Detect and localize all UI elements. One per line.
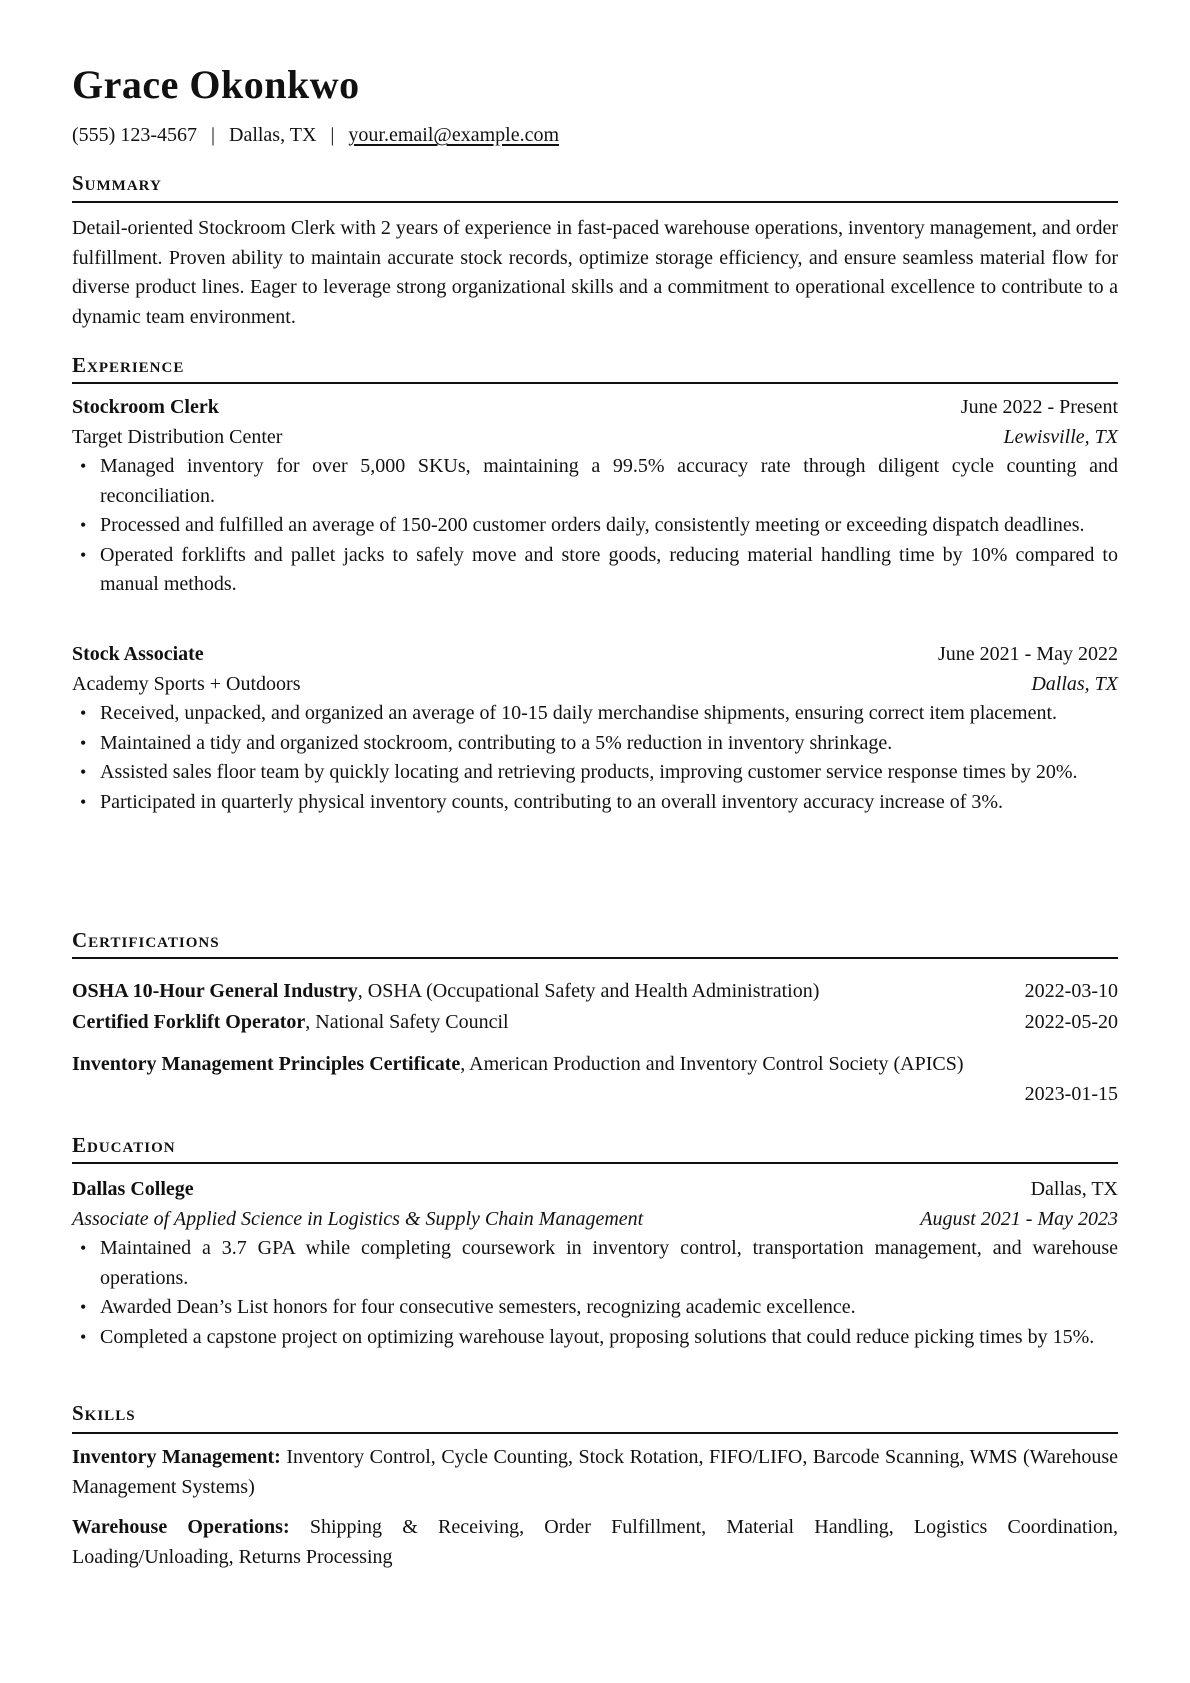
certification-issuer: , OSHA (Occupational Safety and Health Administration) <box>357 980 820 1002</box>
section-divider <box>72 1162 1118 1164</box>
certification-date: 2022-03-10 <box>1024 980 1118 1002</box>
job-bullets <box>72 452 1118 600</box>
section-divider <box>72 957 1118 959</box>
bullet-item: • Assisted sales floor team by quickly locating and retrieving products, improving customer service response times by 20%. <box>72 758 1118 788</box>
certification-item <box>72 977 1118 1007</box>
separator: | <box>210 124 215 146</box>
section-divider <box>72 1432 1118 1434</box>
certification-issuer: , National Safety Council <box>305 1011 509 1033</box>
location: Dallas, TX <box>229 124 317 146</box>
section-title-skills: Skills <box>72 1401 136 1425</box>
bullet-item: • Processed and fulfilled an average of 150-200 customer orders daily, consistently meeting or exceeding dispatch deadlines. <box>72 511 1118 541</box>
certification-item <box>72 1050 1118 1109</box>
certification-name: Inventory Management Principles Certificate <box>72 1053 461 1075</box>
bullet-item: • Received, unpacked, and organized an average of 10-15 daily merchandise shipments, ensuring correct item placement. <box>72 699 1118 729</box>
education-bullets <box>72 1234 1118 1352</box>
bullet-item: • Managed inventory for over 5,000 SKUs, maintaining a 99.5% accuracy rate through diligent cycle counting and reconciliation. <box>72 452 1118 511</box>
job-header <box>72 640 1118 670</box>
education-entry <box>72 1175 1118 1352</box>
school-name: Dallas College <box>72 1178 194 1200</box>
degree-name: Associate of Applied Science in Logistics & Supply Chain Management <box>72 1207 644 1230</box>
phone-number: (555) 123-4567 <box>72 124 197 146</box>
job-location: Dallas, TX <box>1031 672 1118 695</box>
job-entry <box>72 393 1118 600</box>
bullet-item: • Operated forklifts and pallet jacks to safely move and store goods, reducing material handling time by 10% compared to manual methods. <box>72 541 1118 600</box>
job-title: Stockroom Clerk <box>72 396 219 418</box>
education-subheader <box>72 1205 1118 1235</box>
bullet-item: • Completed a capstone project on optimizing warehouse layout, proposing solutions that could reduce picking times by 15%. <box>72 1323 1118 1353</box>
job-dates: June 2022 - Present <box>960 396 1118 418</box>
job-bullets <box>72 699 1118 817</box>
section-title-experience: Experience <box>72 353 185 377</box>
job-dates: June 2021 - May 2022 <box>938 643 1118 665</box>
job-entry <box>72 640 1118 817</box>
skill-group <box>72 1443 1118 1502</box>
job-subheader <box>72 423 1118 453</box>
bullet-item: • Awarded Dean’s List honors for four consecutive semesters, recognizing academic excellence. <box>72 1293 1118 1323</box>
job-header <box>72 393 1118 423</box>
candidate-name: Grace Okonkwo <box>72 62 360 107</box>
separator: | <box>330 124 335 146</box>
section-divider <box>72 382 1118 384</box>
bullet-item: • Participated in quarterly physical inventory counts, contributing to an overall inventory accuracy increase of 3%. <box>72 788 1118 818</box>
job-subheader <box>72 670 1118 700</box>
section-title-summary: Summary <box>72 171 162 195</box>
certification-issuer: , American Production and Inventory Control Society (APICS) <box>460 1053 964 1075</box>
bullet-item: • Maintained a tidy and organized stockroom, contributing to a 5% reduction in inventory shrinkage. <box>72 729 1118 759</box>
section-divider <box>72 201 1118 203</box>
skill-group-items: Inventory Control, Cycle Counting, Stock Rotation, FIFO/LIFO, Barcode Scanning, WMS (Warehouse Management Systems) <box>72 1446 1118 1498</box>
company-name: Academy Sports + Outdoors <box>72 672 301 695</box>
contact-line <box>72 120 1118 150</box>
bullet-item: • Maintained a 3.7 GPA while completing coursework in inventory control, transportation management, and warehouse operations. <box>72 1234 1118 1293</box>
company-name: Target Distribution Center <box>72 425 283 448</box>
skill-group-label: Inventory Management: <box>72 1446 281 1468</box>
education-dates: August 2021 - May 2023 <box>920 1207 1118 1230</box>
certification-name: OSHA 10-Hour General Industry <box>72 980 358 1002</box>
section-title-education: Education <box>72 1133 176 1157</box>
certification-name: Certified Forklift Operator <box>72 1011 306 1033</box>
certification-item <box>72 1008 1118 1038</box>
skill-group-label: Warehouse Operations: <box>72 1516 290 1538</box>
certification-date: 2023-01-15 <box>1024 1082 1118 1105</box>
job-title: Stock Associate <box>72 643 204 665</box>
skill-group <box>72 1513 1118 1572</box>
summary-text: Detail-oriented Stockroom Clerk with 2 years of experience in fast-paced warehouse operations, inventory management, and order fulfillment. Proven ability to maintain accurate stock records, optimize storage efficiency, and ensure seamless material flow for diverse product lines. Eager to leverage strong organizational skills and a commitment to operational excellence to contribute to a dynamic team environment. <box>72 217 1118 328</box>
education-header <box>72 1175 1118 1205</box>
skill-group-items: Shipping & Receiving, Order Fulfillment, Material Handling, Logistics Coordination, Loading/Unloading, Returns Processing <box>72 1516 1118 1568</box>
section-title-certifications: Certifications <box>72 928 220 952</box>
school-location: Dallas, TX <box>1030 1178 1118 1200</box>
job-location: Lewisville, TX <box>1003 425 1118 448</box>
email-link[interactable]: your.email@example.com <box>348 124 559 146</box>
certification-date: 2022-05-20 <box>1024 1011 1118 1033</box>
